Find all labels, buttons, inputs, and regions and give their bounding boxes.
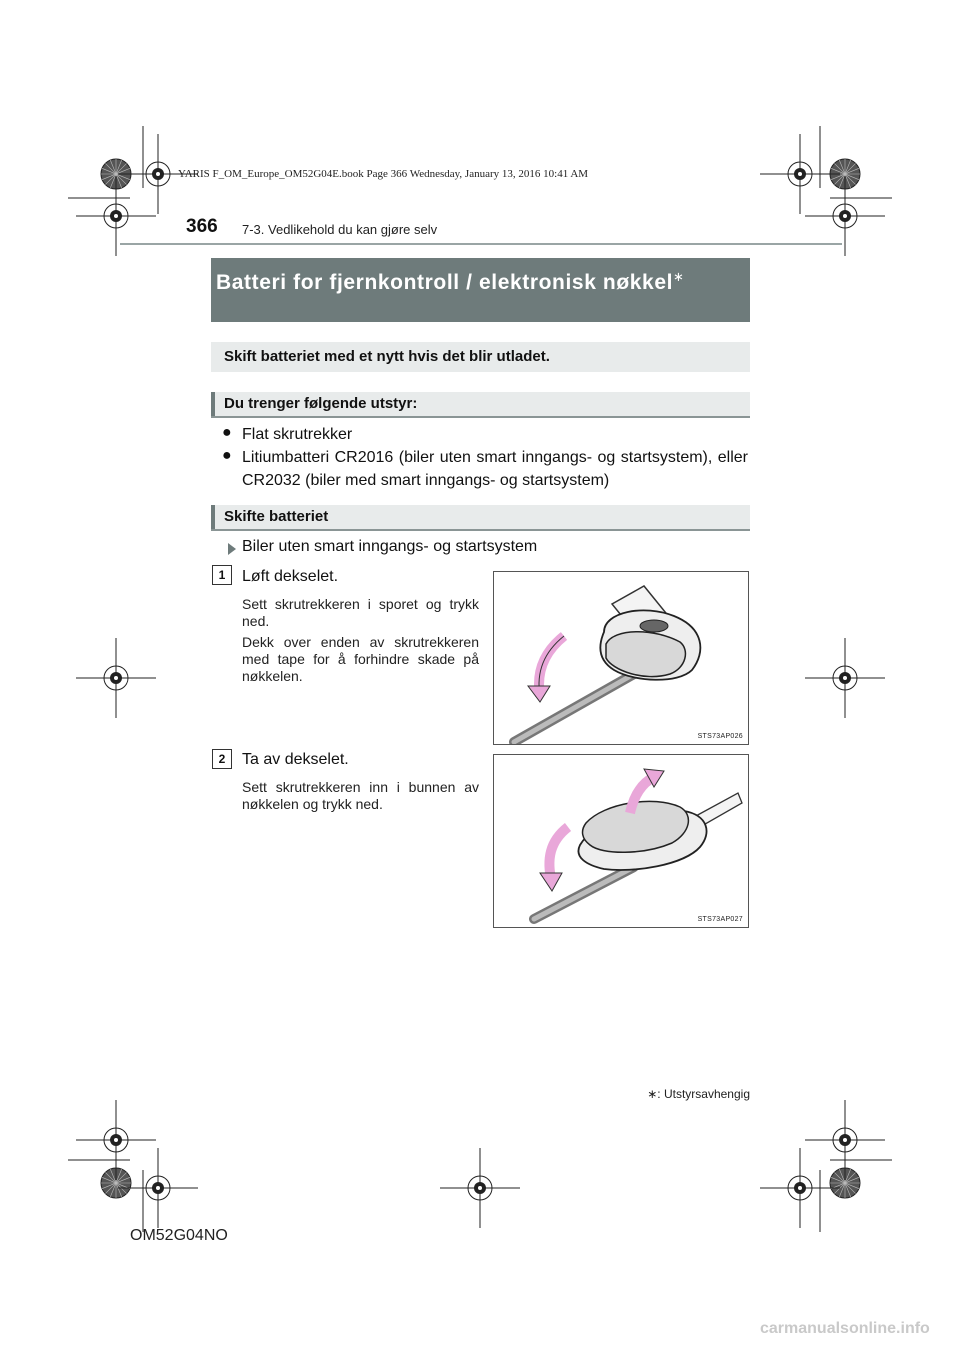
- equipment-item: Litiumbatteri CR2016 (biler uten smart inngangs- og startsystem), eller CR2032 (biler med smart inngangs- og startsystem): [242, 449, 748, 489]
- equipment-item: Flat skrutrekker: [242, 426, 353, 443]
- step-title: Ta av dekselet.: [242, 751, 349, 768]
- equipment-heading: Du trenger følgende utstyr:: [224, 395, 418, 412]
- title-bar: [211, 258, 750, 322]
- step-note: Sett skrutrekkeren i sporet og trykk ned.: [242, 596, 479, 629]
- equipment-dependent-star: ∗: [673, 269, 685, 284]
- figure-code: STS73AP027: [697, 916, 743, 923]
- print-header: YARIS F_OM_Europe_OM52G04E.book Page 366 Wednesday, January 13, 2016 10:41 AM: [178, 168, 589, 180]
- watermark: carmanualsonline.info: [760, 1320, 930, 1337]
- intro-text: Skift batteriet med et nytt hvis det blir utladet.: [224, 348, 550, 365]
- equipment-heading-bar: [211, 392, 750, 418]
- replace-subheading: Biler uten smart inngangs- og startsystem: [242, 538, 538, 555]
- step-number: 1: [212, 565, 232, 585]
- figure-lift-cover: [493, 571, 749, 745]
- key-lift-cover-illustration: [494, 572, 748, 744]
- page-number: 366: [186, 216, 218, 237]
- step-title: Løft dekselet.: [242, 568, 339, 585]
- replace-heading: Skifte batteriet: [224, 508, 329, 525]
- footnote: ∗: Utstyrsavhengig: [647, 1087, 750, 1101]
- figure-remove-cover: [493, 754, 749, 928]
- page-title: [216, 263, 736, 296]
- step-number: 2: [212, 749, 232, 769]
- bullet-icon: ●: [222, 447, 232, 464]
- step-note: Dekk over enden av skrutrekkeren med tape for å forhindre skade på nøkkelen.: [242, 634, 479, 684]
- replace-heading-bar: [211, 505, 750, 531]
- figure-code: STS73AP026: [697, 733, 743, 740]
- key-remove-cover-illustration: [494, 755, 748, 927]
- triangle-icon: [228, 543, 236, 555]
- intro-bar: [211, 342, 750, 372]
- page-title-text: Batteri for fjernkontroll / elektronisk nøkkel: [216, 271, 674, 294]
- bullet-icon: ●: [222, 424, 232, 441]
- header-rule: [120, 243, 842, 245]
- section-title: 7-3. Vedlikehold du kan gjøre selv: [242, 222, 438, 237]
- step-note: Sett skrutrekkeren inn i bunnen av nøkkelen og trykk ned.: [242, 779, 479, 812]
- document-code: OM52G04NO: [130, 1227, 228, 1244]
